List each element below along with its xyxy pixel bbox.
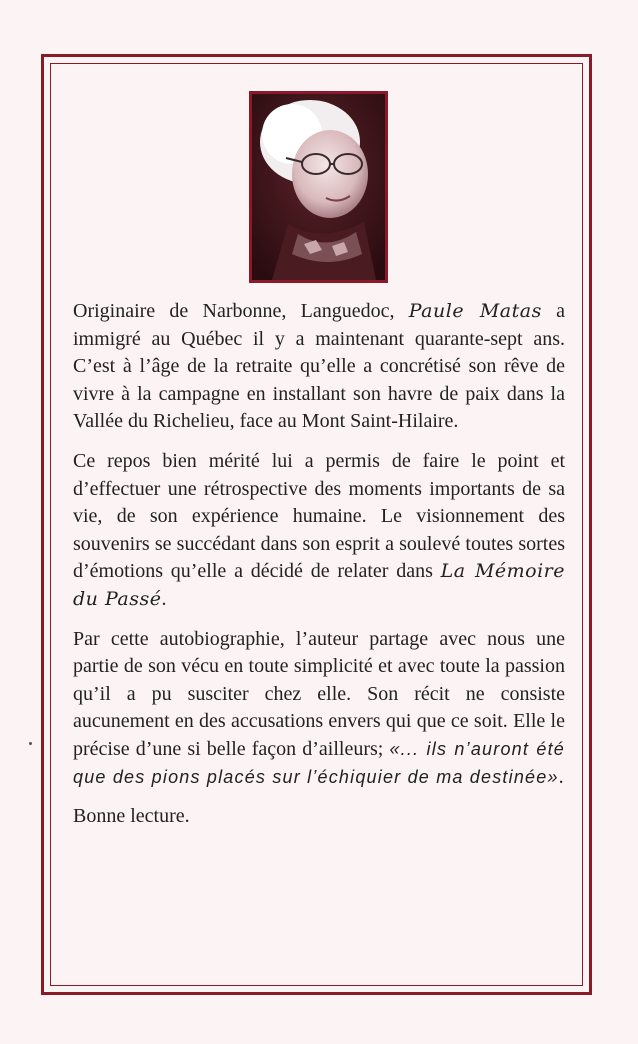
author-quote: «... ils n’auront été que des pions placés sur l’échiquier de ma destinée» <box>73 738 565 787</box>
biography-text <box>73 298 565 843</box>
paragraph-retrospective: Ce repos bien mérité lui a permis de faire le point et d’effectuer une rétrospective des moments importants de sa vie, de son expérience humaine. Le visionnement des souvenirs se succédant dans son esprit a soulevé toutes sortes d’émotions qu’elle a décidé de relater dans La Mémoire du Passé. <box>73 449 565 610</box>
author-photo <box>249 91 388 283</box>
book-title: La Mémoire du Passé <box>73 560 565 610</box>
paragraph-closing: Bonne lecture. <box>73 805 190 828</box>
author-name: Paule Matas <box>408 300 542 322</box>
author-portrait-icon <box>252 94 385 280</box>
paragraph-intro: Originaire de Narbonne, Languedoc, Paule Matas a immigré au Québec il y a maintenant quarante-sept ans. C’est à l’âge de la retraite qu’elle a concrétisé son rêve de vivre à la campagne en installant son havre de paix dans la Vallée du Richelieu, face au Mont Saint-Hilaire. <box>73 300 565 433</box>
stray-dot <box>29 742 32 745</box>
paragraph-autobiography: Par cette autobiographie, l’auteur partage avec nous une partie de son vécu en toute simplicité et avec toute la passion qu’il a pu susciter chez elle. Son récit ne consiste aucunement en des accusations envers qui que ce soit. Elle le précise d’une si belle façon d’ailleurs; «... ils n’auront été que des pions placés sur l’échiquier de ma destinée». <box>73 627 565 788</box>
